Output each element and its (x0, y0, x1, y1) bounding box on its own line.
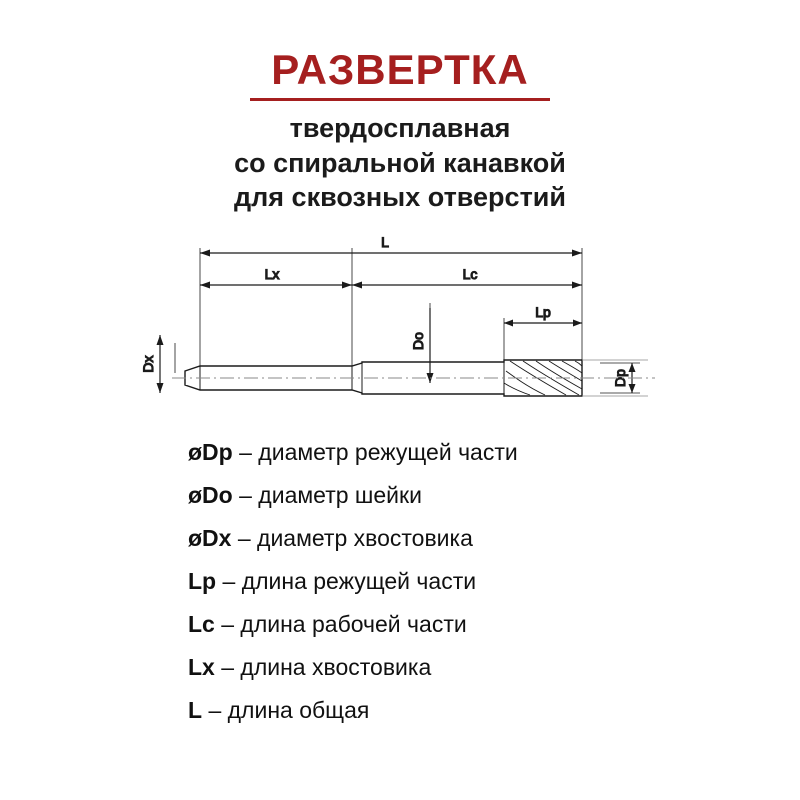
legend-dash: – (214, 653, 241, 680)
dim-label-Do: Do (410, 331, 426, 350)
list-item (0, 517, 800, 560)
legend-dash: – (202, 696, 228, 723)
subtitle-line-2: со спиральной канавкой (234, 147, 566, 178)
legend-symbol: Lp (188, 567, 217, 594)
legend-description: длина хвостовика (240, 653, 432, 680)
list-item (0, 646, 800, 689)
subtitle-line-1: твердосплавная (289, 113, 511, 144)
legend-description: длина рабочей части (240, 610, 467, 637)
legend-symbol: Lc (188, 610, 215, 637)
legend-description: длина общая (227, 696, 370, 723)
dim-label-Lx: Lx (264, 265, 280, 282)
legend-symbol: Lx (188, 653, 215, 680)
dim-label-Lp: Lp (535, 303, 551, 320)
legend-dash: – (232, 481, 259, 508)
subtitle-line-3: для сквозных отверстий (234, 182, 566, 213)
list-item (0, 474, 800, 517)
legend-description: диаметр шейки (258, 481, 422, 508)
page-title: РАЗВЕРТКА (271, 46, 529, 93)
list-item (0, 431, 800, 474)
legend-list (0, 423, 800, 732)
dim-label-Lc: Lc (462, 265, 478, 282)
legend-symbol: øDo (188, 481, 233, 508)
drawing-area (0, 223, 800, 423)
legend-dash: – (231, 524, 258, 551)
legend-dash: – (232, 438, 259, 465)
legend-description: длина режущей части (241, 567, 477, 594)
legend-description: диаметр хвостовика (257, 524, 473, 551)
legend-symbol: L (188, 696, 203, 723)
dim-label-Dp: Dp (612, 368, 628, 387)
legend-symbol: øDp (188, 438, 233, 465)
legend-symbol: øDx (188, 524, 232, 551)
legend-description: диаметр режущей части (258, 438, 518, 465)
header-block (0, 0, 800, 215)
title-underline (250, 98, 550, 101)
list-item (0, 689, 800, 732)
list-item (0, 560, 800, 603)
dim-label-Dx: Dx (140, 355, 156, 373)
list-item (0, 603, 800, 646)
reamer-technical-drawing (0, 223, 800, 423)
legend-dash: – (216, 567, 242, 594)
legend-dash: – (214, 610, 241, 637)
dim-label-L: L (381, 233, 389, 250)
